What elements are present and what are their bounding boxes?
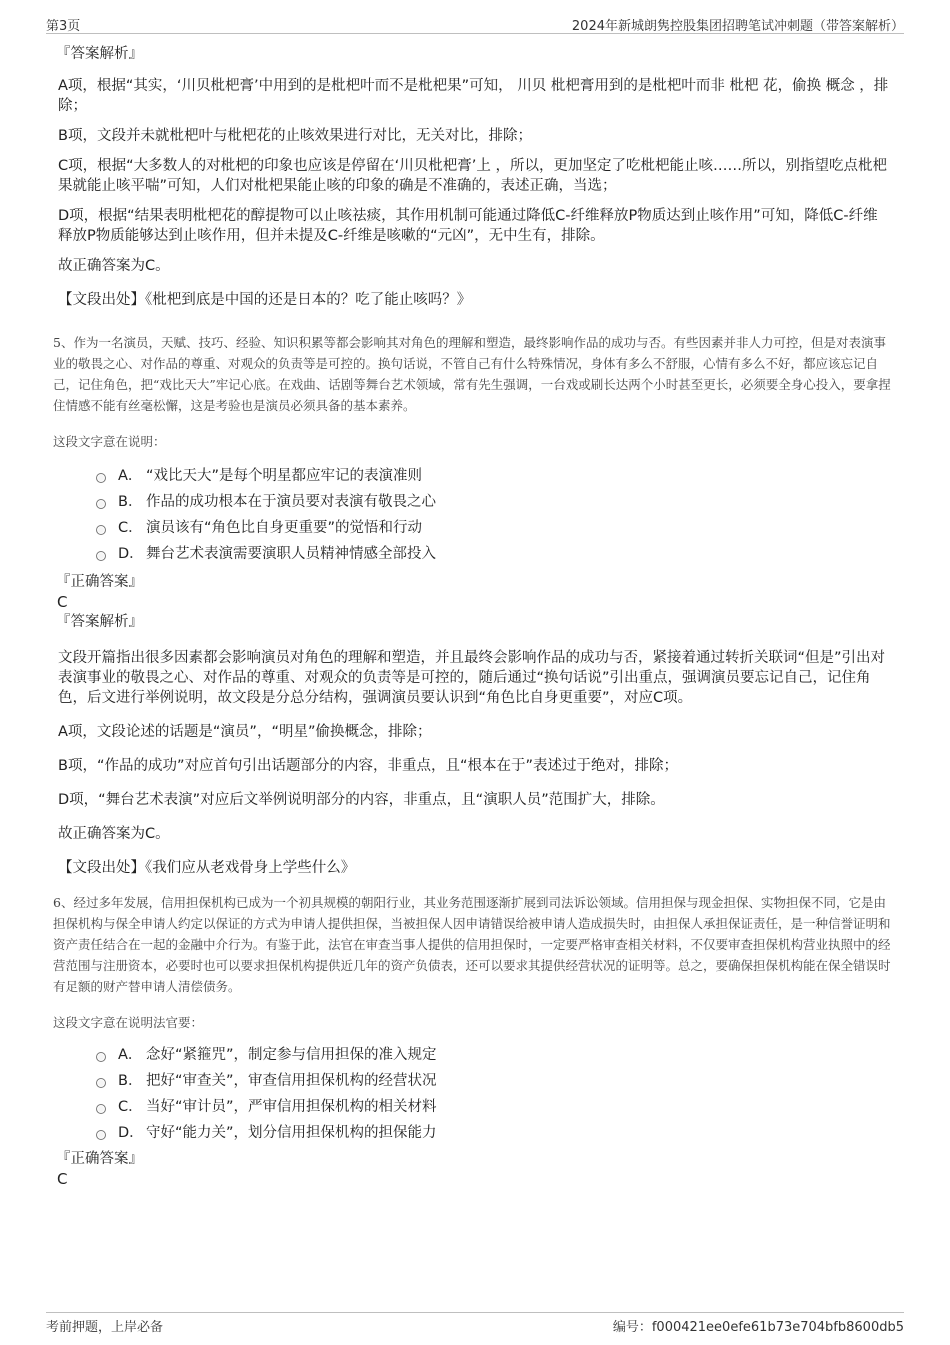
explanation-c: C项，根据“大多数人的对枇杷的印象也应该是停留在‘川贝枇杷膏’上 ，所以，更加坚定了吃枇杷能止咳……所以，别指望吃点枇杷果就能止咳平喘”可知，人们对枇杷果能止咳的印象的确是不准确的，表述正确，当选； (58, 158, 887, 194)
explanation-d: D项，“舞台艺术表演”对应后文举例说明部分的内容，非重点，且“演职人员”范围扩大，排除。 (58, 792, 665, 808)
page-number: 第3页 (46, 19, 81, 34)
option-letter: A． (118, 1047, 143, 1063)
option-list (92, 1045, 892, 1149)
option-c[interactable] (92, 518, 892, 544)
option-text: 把好“审查关”，审查信用担保机构的经营状况 (146, 1073, 437, 1089)
option-list (92, 466, 892, 570)
option-text: 当好“审计员”，严审信用担保机构的相关材料 (146, 1099, 437, 1115)
radio-button[interactable] (96, 1104, 106, 1114)
explanation-a: A项，文段论述的话题是“演员”，“明星”偷换概念，排除； (58, 724, 432, 740)
document-title: 2024年新城朗隽控股集团招聘笔试冲刺题（带答案解析） (571, 19, 904, 34)
main-content (53, 44, 892, 1189)
document-id: 编号：f000421ee0efe61b73e704bfb8600db5 (612, 1320, 904, 1335)
question-6 (53, 892, 892, 1189)
option-letter: C． (118, 520, 143, 536)
option-text: 演员该有“角色比自身更重要”的觉悟和行动 (146, 520, 423, 536)
explanation-b: B项，“作品的成功”对应首句引出话题部分的内容，非重点，且“根本在于”表述过于绝对，排除； (58, 758, 678, 774)
option-text: 守好“能力关”，划分信用担保机构的担保能力 (146, 1125, 437, 1141)
option-letter: B． (118, 1073, 143, 1089)
option-a[interactable] (92, 1045, 892, 1071)
radio-button[interactable] (96, 473, 106, 483)
explanation-b: B项，文段并未就枇杷叶与枇杷花的止咳效果进行对比，无关对比，排除； (58, 128, 532, 144)
source-citation: 【文段出处】《枇杷到底是中国的还是日本的？吃了能止咳吗？》 (58, 292, 472, 308)
explanation-main: 文段开篇指出很多因素都会影响演员对角色的理解和塑造，并且最终会影响作品的成功与否，紧接着通过转折关联词“但是”引出对表演事业的敬畏之心、对作品的尊重、对观众的负责等是可控的，随后通过“换句话说”引出重点，强调演员要忘记自己，记住角色，后文进行举例说明，故文段是分总分结构，强调演员要认识到“角色比自身更重要”，对应C项。 (58, 650, 886, 706)
q4-analysis (56, 44, 892, 310)
analysis-label: 『答案解析』 (56, 614, 143, 630)
question-text: 5、作为一名演员，天赋、技巧、经验、知识积累等都会影响其对角色的理解和塑造，最终影响作品的成功与否。有些因素并非人力可控，但是对表演事业的敬畏之心、对作品的尊重、对观众的负责等是可控的。换句话说，不管自己有什么特殊情况，身体有多么不舒服，心情有多么不好，都应该忘记自己，记住角色，把“戏比天大”牢记心底。在戏曲、话剧等舞台艺术领域，常有先生强调，一台戏或刷长达两个小时甚至更长，必须要全身心投入，要拿捏住情感不能有丝毫松懈，这是考验也是演员必须具备的基本素养。 (53, 335, 891, 413)
option-letter: D． (118, 1125, 144, 1141)
page-footer (46, 1312, 904, 1335)
answer-label: 『正确答案』 (56, 1151, 143, 1167)
option-letter: B． (118, 494, 143, 510)
option-b[interactable] (92, 492, 892, 518)
question-prompt: 这段文字意在说明法官要： (53, 1015, 204, 1030)
radio-button[interactable] (96, 1078, 106, 1088)
answer-value: C (57, 1170, 68, 1188)
answer-label: 『正确答案』 (56, 574, 143, 590)
footer-slogan: 考前押题，上岸必备 (46, 1320, 164, 1335)
option-letter: D． (118, 546, 144, 562)
radio-button[interactable] (96, 525, 106, 535)
option-d[interactable] (92, 1123, 892, 1149)
explanation-a: A项，根据“其实，‘川贝枇杷膏’中用到的是枇杷叶而不是枇杷果”可知， 川贝 枇杷膏用到的是枇杷叶而非 枇杷 花，偷换 概念 ，排除； (58, 78, 889, 114)
radio-button[interactable] (96, 499, 106, 509)
analysis-label: 『答案解析』 (56, 46, 143, 62)
option-letter: C． (118, 1099, 143, 1115)
option-a[interactable] (92, 466, 892, 492)
option-letter: A． (118, 468, 143, 484)
option-text: “戏比天大”是每个明星都应牢记的表演准则 (146, 468, 423, 484)
answer-value: C (57, 593, 68, 611)
question-5 (53, 332, 892, 878)
conclusion: 故正确答案为C。 (58, 826, 170, 842)
option-c[interactable] (92, 1097, 892, 1123)
option-text: 作品的成功根本在于演员要对表演有敬畏之心 (146, 494, 436, 510)
question-prompt: 这段文字意在说明： (53, 434, 166, 449)
option-b[interactable] (92, 1071, 892, 1097)
radio-button[interactable] (96, 1052, 106, 1062)
question-text: 6、经过多年发展，信用担保机构已成为一个初具规模的朝阳行业，其业务范围逐渐扩展到司法诉讼领域。信用担保与现金担保、实物担保不同，它是由担保机构与保全申请人约定以保证的方式为申请人提供担保，当被担保人因申请错误给被申请人造成损失时，由担保人承担保证责任，是一种信誉证明和资产责任结合在一起的金融中介行为。有鉴于此，法官在审查当事人提供的信用担保时，一定要严格审查相关材料，不仅要审查担保机构营业执照中的经营范围与注册资本，必要时也可以要求担保机构提供近几年的资产负债表，还可以要求其提供经营状况的证明等。总之，要确保担保机构能在保全错误时有足额的财产替申请人清偿债务。 (53, 895, 891, 994)
source-citation: 【文段出处】《我们应从老戏骨身上学些什么》 (58, 860, 356, 876)
option-text: 念好“紧箍咒”，制定参与信用担保的准入规定 (146, 1047, 437, 1063)
radio-button[interactable] (96, 1130, 106, 1140)
conclusion: 故正确答案为C。 (58, 258, 170, 274)
explanation-d: D项，根据“结果表明枇杷花的醇提物可以止咳祛痰，其作用机制可能通过降低C-纤维释放P物质达到止咳作用”可知，降低C-纤维释放P物质能够达到止咳作用，但并未提及C-纤维是咳嗽的“元凶”，无中生有，排除。 (58, 208, 878, 244)
page-header (46, 13, 904, 34)
radio-button[interactable] (96, 551, 106, 561)
option-d[interactable] (92, 544, 892, 570)
option-text: 舞台艺术表演需要演职人员精神情感全部投入 (146, 546, 436, 562)
